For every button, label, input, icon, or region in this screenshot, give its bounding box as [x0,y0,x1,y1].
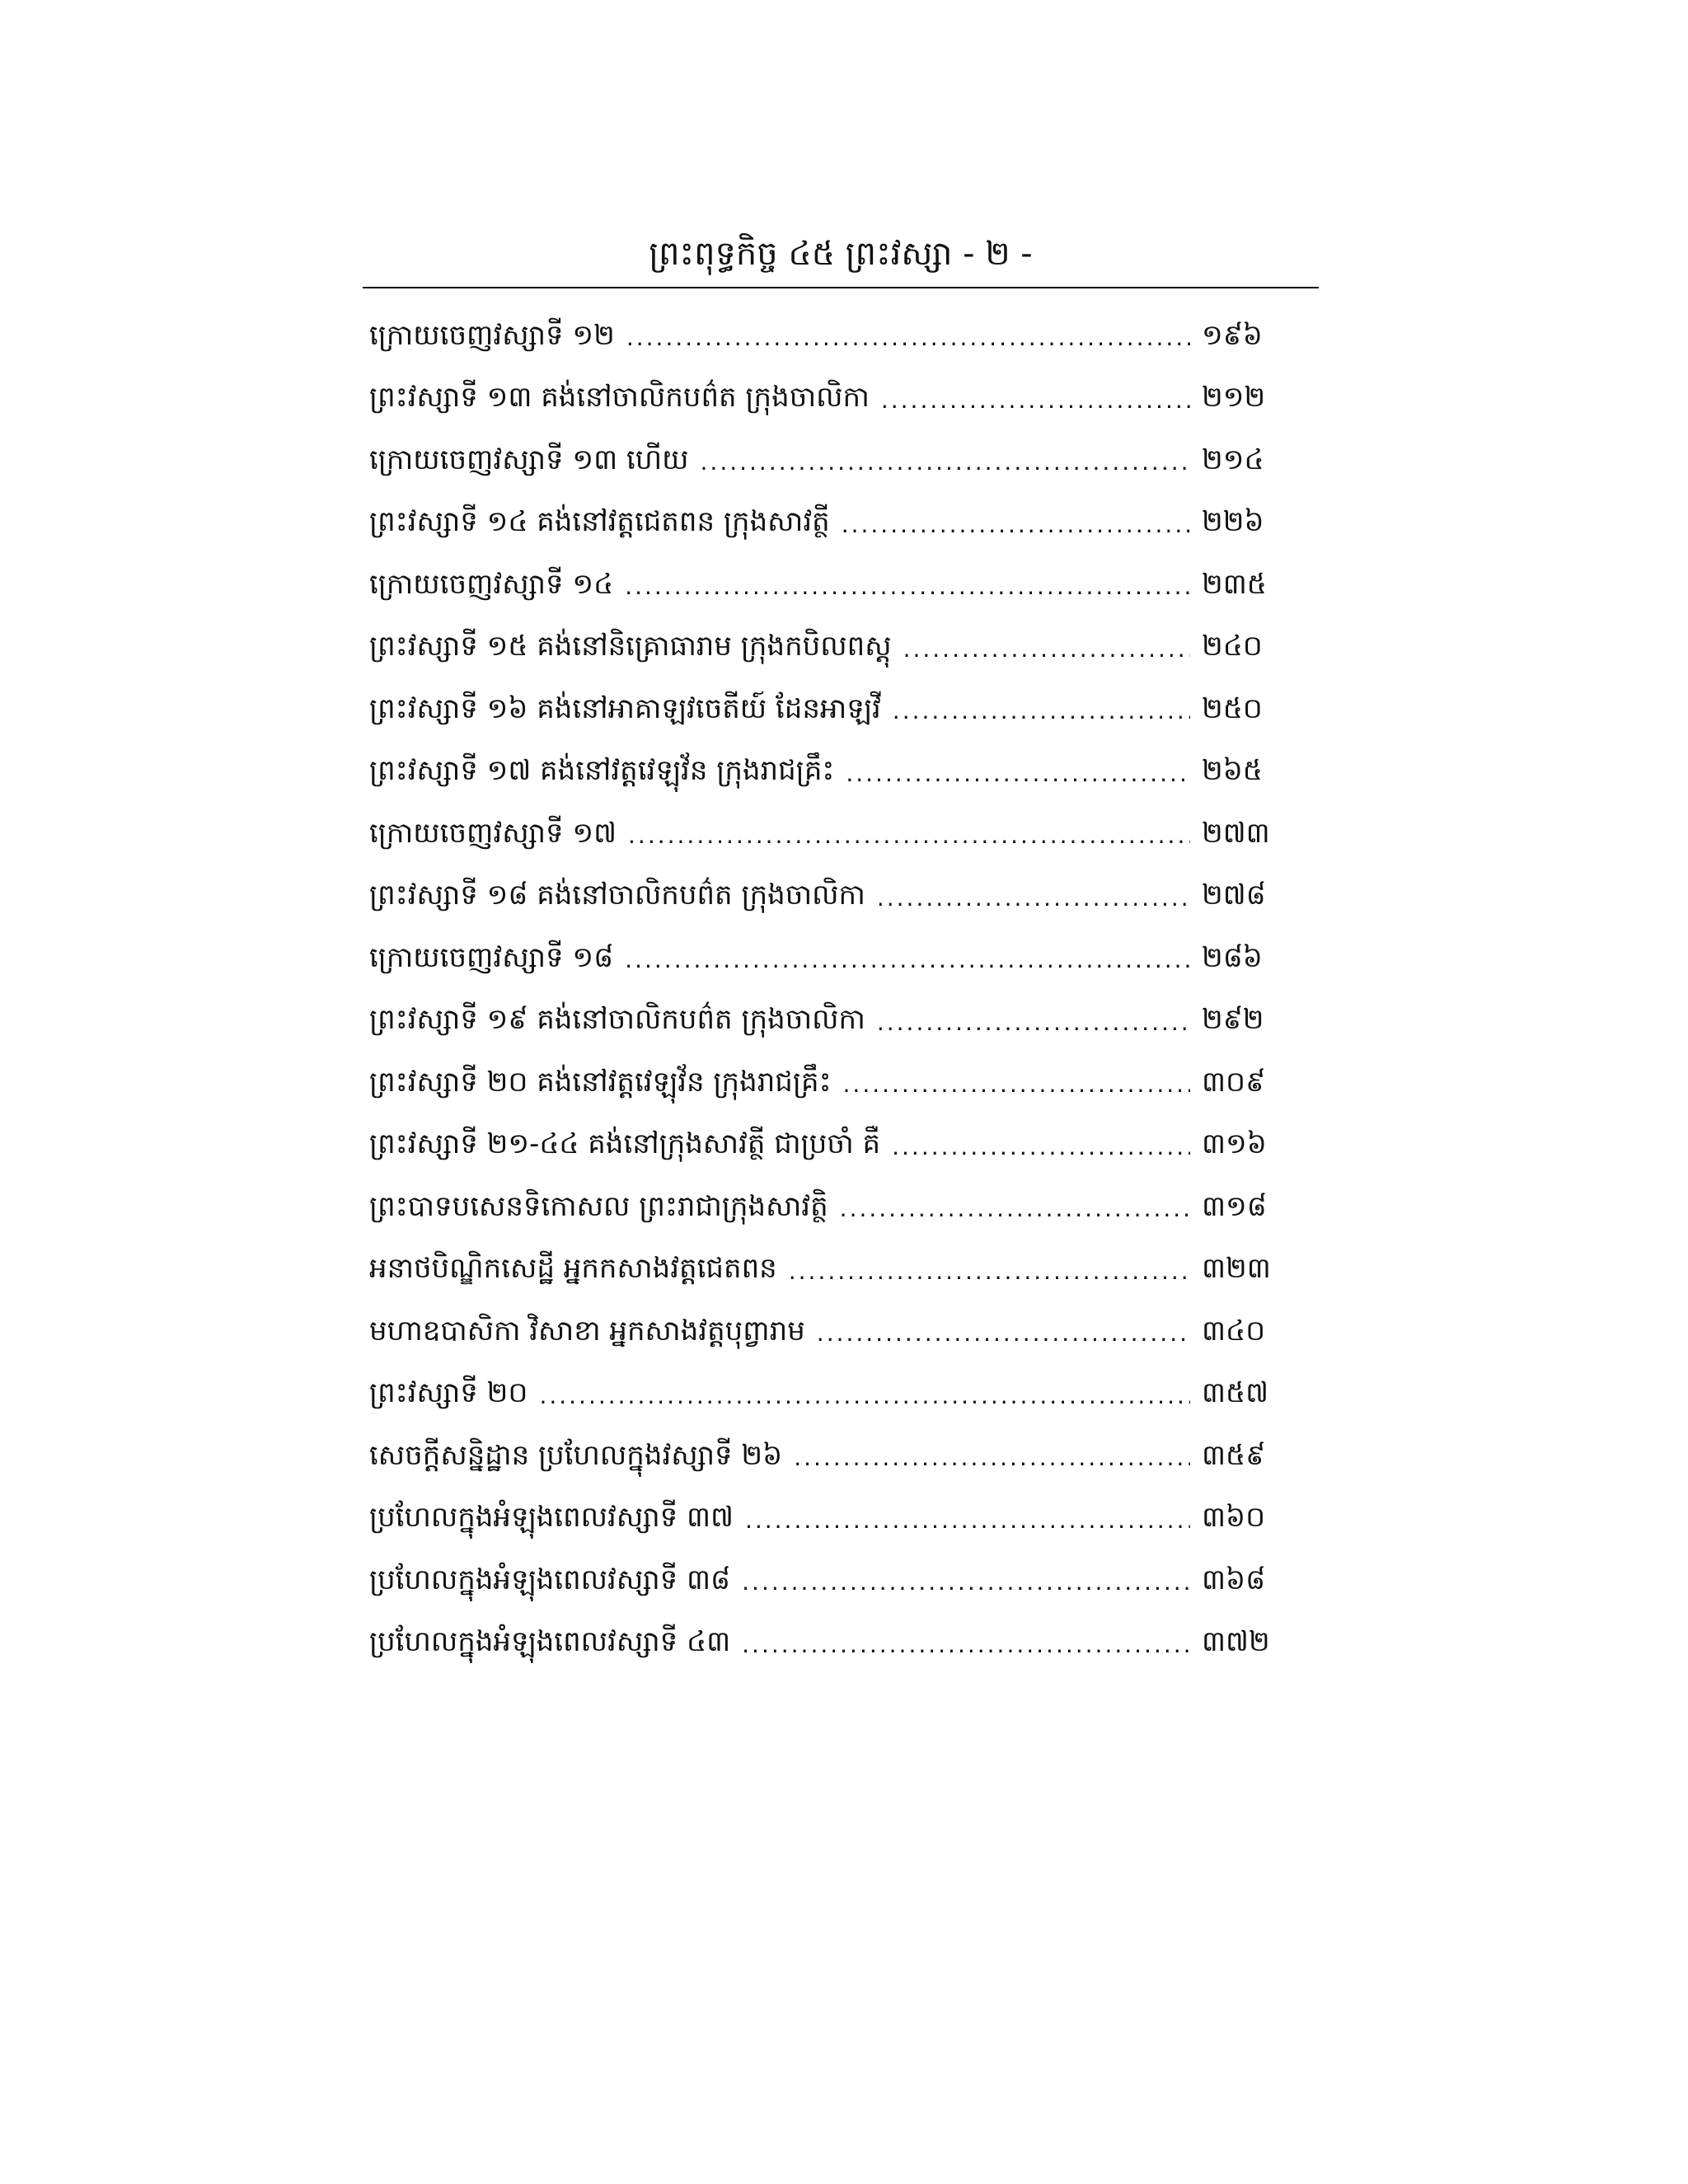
toc-entry-page-number: ៣១៦ [1202,1127,1267,1161]
toc-entry-page-number: ៣០៩ [1202,1065,1266,1099]
toc-entry-title: ក្រោយចេញវស្សាទី ១៨ [369,940,614,974]
toc-entry-title: ព្រះវស្សាទី ១៣ គង់នៅចាលិកបព៌ត ក្រុងចាលិកា [369,381,870,415]
dot-leader [846,760,1190,787]
dot-leader [892,1133,1190,1160]
dot-leader [625,946,1190,973]
toc-entry-page-number: ៣៦០ [1202,1501,1266,1535]
toc-entry-page-number: ២៦៥ [1202,754,1263,788]
toc-entry-page-number: ២៧៨ [1202,879,1266,912]
toc-entry-title: ក្រោយចេញវស្សាទី ១៧ [369,816,617,850]
toc-entry-title: ព្រះវស្សាទី ២១-៤៤ គង់នៅក្រុងសាវត្ថី ជាប្រចាំ គឺ [369,1127,881,1161]
dot-leader [893,697,1190,724]
toc-entry [369,743,1276,805]
toc-entry-page-number: ៣៧២ [1202,1625,1270,1659]
toc-entry-title: ក្រោយចេញវស្សាទី ១៤ [369,567,614,601]
dot-leader [840,1195,1190,1222]
toc-entry-page-number: ៣៥៩ [1202,1438,1266,1472]
running-header: ព្រះពុទ្ធកិច្ច ៤៥ ព្រះវស្សា - ២ - [649,235,1033,273]
toc-entry-page-number: ២១២ [1202,381,1266,415]
toc-entry-page-number: ២២៦ [1202,505,1264,539]
toc-entry-page-number: ៣៥៧ [1202,1376,1269,1410]
toc-entry [369,1489,1276,1552]
toc-entry [369,1302,1276,1365]
toc-entry-page-number: ២៣៥ [1202,567,1267,601]
toc-entry [369,555,1276,618]
dot-leader [745,1507,1190,1534]
toc-entry-title: ប្រហែលក្នុងអំឡុងពេលវស្សាទី ៣៨ [369,1563,731,1596]
header-divider [363,287,1319,288]
dot-leader [625,573,1190,600]
toc-entry [369,1116,1276,1179]
toc-entry [369,1178,1276,1240]
toc-entry [369,867,1276,930]
toc-entry-title: ព្រះវស្សាទី ១៩ គង់នៅចាលិកបព៌ត ក្រុងចាលិកា [369,1003,865,1037]
toc-entry [369,1614,1276,1676]
toc-entry [369,804,1276,867]
toc-entry-title: ព្រះវស្សាទី ១៧ គង់នៅវត្តវេឡុវ័ន ក្រុងរាជគ្រឹះ [369,754,835,788]
toc-entry-title: មហាឧបាសិកា វិសាខា អ្នកសាងវត្តបុព្វារាម [369,1314,805,1347]
toc-entry-page-number: ២១៤ [1202,443,1264,476]
toc-entry-title: ព្រះវស្សាទី ១៤ គង់នៅវត្តជេតពន ក្រុងសាវត្ថី [369,505,830,539]
toc-entry-title: ព្រះវស្សាទី ១៦ គង់នៅអាគាឡវចេតីយ៍ ដែនអាឡវី [369,691,881,725]
toc-entry-title: ព្រះវស្សាទី ១៥ គង់នៅនិគ្រោធារាម ក្រុងកបិលពស្តុ [369,630,892,663]
dot-leader [701,448,1190,476]
toc-entry [369,618,1276,681]
toc-entry-page-number: ១៩៦ [1202,318,1263,352]
dot-leader [742,1631,1190,1658]
dot-leader [881,387,1190,414]
toc-entry [369,929,1276,991]
toc-entry [369,369,1276,432]
dot-leader [628,822,1190,849]
toc-entry-title: ប្រហែលក្នុងអំឡុងពេលវស្សាទី ៣៧ [369,1501,734,1535]
toc-entry [369,1551,1276,1614]
dot-leader [842,511,1190,538]
toc-entry [369,494,1276,556]
toc-entry [369,1053,1276,1116]
toc-entry-page-number: ៣១៨ [1202,1189,1267,1223]
toc-entry-title: ព្រះវស្សាទី ២០ [369,1376,528,1410]
toc-entry-title: ក្រោយចេញវស្សាទី ១៣ ហើយ [369,443,689,476]
toc-entry-page-number: ២៨៦ [1202,940,1263,974]
toc-entry-page-number: ២៤០ [1202,630,1263,663]
toc-entry-title: ក្រោយចេញវស្សាទី ១២ [369,318,615,352]
table-of-contents [369,307,1276,1675]
dot-leader [794,1444,1190,1471]
toc-entry-title: អនាថបិណ្ឌិកសេដ្ឋី អ្នកកសាងវត្តជេតពន [369,1252,777,1286]
toc-entry-title: ព្រះវស្សាទី ២០ គង់នៅវត្តវេឡុវ័ន ក្រុងរាជគ្រឹះ [369,1065,832,1099]
toc-entry [369,991,1276,1054]
toc-entry-title: ប្រហែលក្នុងអំឡុងពេលវស្សាទី ៤៣ [369,1625,731,1659]
toc-entry-title: ព្រះបាទបសេនទិកោសល ព្រះរាជាក្រុងសាវត្ថិ [369,1189,828,1223]
toc-entry [369,680,1276,743]
toc-entry-title: សេចក្តីសន្និដ្ឋាន ប្រហែលក្នុងវស្សាទី ២៦ [369,1438,783,1472]
toc-entry [369,431,1276,494]
dot-leader [877,1009,1190,1036]
toc-entry-title: ព្រះវស្សាទី ១៨ គង់នៅចាលិកបព៌ត ក្រុងចាលិកា [369,879,865,912]
dot-leader [789,1258,1190,1285]
dot-leader [742,1568,1190,1596]
toc-entry-page-number: ៣៤០ [1202,1314,1266,1347]
dot-leader [539,1382,1190,1409]
dot-leader [817,1319,1190,1347]
toc-entry-page-number: ២៩២ [1202,1003,1264,1037]
toc-entry [369,307,1276,369]
toc-entry-page-number: ៣៦៨ [1202,1563,1266,1596]
dot-leader [877,884,1190,912]
toc-entry [369,1240,1276,1303]
toc-entry [369,1365,1276,1427]
dot-leader [843,1071,1190,1098]
toc-entry-page-number: ២៥០ [1202,691,1263,725]
toc-entry-page-number: ៣២៣ [1202,1252,1271,1286]
dot-leader [903,635,1190,663]
toc-entry-page-number: ២៧៣ [1202,816,1270,850]
toc-entry [369,1427,1276,1489]
dot-leader [626,324,1190,351]
